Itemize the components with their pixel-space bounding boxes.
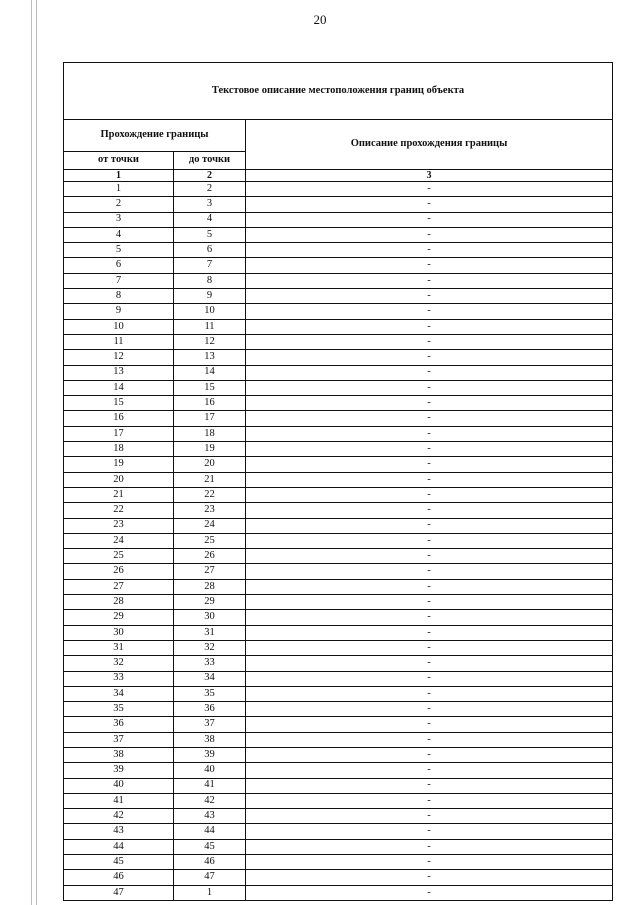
to-point-cell: 43 xyxy=(174,809,246,824)
table-row xyxy=(64,564,613,579)
to-point-cell: 13 xyxy=(174,350,246,365)
description-cell: - xyxy=(246,258,613,273)
from-point-cell: 37 xyxy=(64,732,174,747)
table-row xyxy=(64,595,613,610)
from-point-cell: 2 xyxy=(64,197,174,212)
column-number: 1 xyxy=(64,170,174,182)
from-point-cell: 23 xyxy=(64,518,174,533)
from-point-cell: 45 xyxy=(64,855,174,870)
description-cell: - xyxy=(246,411,613,426)
table-row xyxy=(64,334,613,349)
to-point-cell: 41 xyxy=(174,778,246,793)
description-cell: - xyxy=(246,503,613,518)
to-point-cell: 16 xyxy=(174,396,246,411)
to-point-cell: 37 xyxy=(174,717,246,732)
page-number: 20 xyxy=(313,12,327,27)
table-row xyxy=(64,426,613,441)
to-point-cell: 6 xyxy=(174,243,246,258)
from-point-cell: 11 xyxy=(64,334,174,349)
from-point-cell: 24 xyxy=(64,533,174,548)
to-point-cell: 10 xyxy=(174,304,246,319)
description-cell: - xyxy=(246,472,613,487)
description-cell: - xyxy=(246,763,613,778)
from-point-cell: 40 xyxy=(64,778,174,793)
column-number: 3 xyxy=(246,170,613,182)
from-point-cell: 7 xyxy=(64,273,174,288)
from-point-cell: 20 xyxy=(64,472,174,487)
description-cell: - xyxy=(246,319,613,334)
table-row xyxy=(64,472,613,487)
from-point-cell: 44 xyxy=(64,839,174,854)
table-row xyxy=(64,457,613,472)
from-point-cell: 1 xyxy=(64,182,174,197)
to-point-cell: 3 xyxy=(174,197,246,212)
table-row xyxy=(64,686,613,701)
table-row xyxy=(64,625,613,640)
description-cell: - xyxy=(246,595,613,610)
description-cell: - xyxy=(246,227,613,242)
to-point-header: до точки xyxy=(174,152,246,170)
description-cell: - xyxy=(246,442,613,457)
description-cell: - xyxy=(246,579,613,594)
description-cell: - xyxy=(246,885,613,900)
to-point-cell: 18 xyxy=(174,426,246,441)
to-point-cell: 44 xyxy=(174,824,246,839)
to-point-cell: 17 xyxy=(174,411,246,426)
from-point-cell: 18 xyxy=(64,442,174,457)
boundary-description-table xyxy=(63,62,613,901)
table-row xyxy=(64,885,613,900)
table-row xyxy=(64,579,613,594)
to-point-cell: 27 xyxy=(174,564,246,579)
description-cell: - xyxy=(246,732,613,747)
from-point-header: от точки xyxy=(64,152,174,170)
from-point-cell: 43 xyxy=(64,824,174,839)
scan-edge-line xyxy=(36,0,37,905)
description-cell: - xyxy=(246,747,613,762)
table-row xyxy=(64,702,613,717)
description-header: Описание прохождения границы xyxy=(246,120,613,170)
table-row xyxy=(64,243,613,258)
description-cell: - xyxy=(246,396,613,411)
from-point-cell: 39 xyxy=(64,763,174,778)
table-row xyxy=(64,182,613,197)
to-point-cell: 46 xyxy=(174,855,246,870)
table-row xyxy=(64,396,613,411)
from-point-cell: 25 xyxy=(64,549,174,564)
description-cell: - xyxy=(246,855,613,870)
column-number: 2 xyxy=(174,170,246,182)
from-point-cell: 5 xyxy=(64,243,174,258)
to-point-cell: 21 xyxy=(174,472,246,487)
description-cell: - xyxy=(246,212,613,227)
description-cell: - xyxy=(246,457,613,472)
to-point-cell: 11 xyxy=(174,319,246,334)
description-cell: - xyxy=(246,533,613,548)
description-cell: - xyxy=(246,793,613,808)
description-cell: - xyxy=(246,870,613,885)
to-point-cell: 47 xyxy=(174,870,246,885)
to-point-cell: 15 xyxy=(174,380,246,395)
table-row xyxy=(64,870,613,885)
table-row xyxy=(64,732,613,747)
from-point-cell: 4 xyxy=(64,227,174,242)
description-cell: - xyxy=(246,656,613,671)
description-cell: - xyxy=(246,671,613,686)
from-point-cell: 41 xyxy=(64,793,174,808)
to-point-cell: 34 xyxy=(174,671,246,686)
to-point-cell: 8 xyxy=(174,273,246,288)
description-cell: - xyxy=(246,289,613,304)
to-point-cell: 24 xyxy=(174,518,246,533)
scan-edge-line xyxy=(31,0,32,905)
description-cell: - xyxy=(246,487,613,502)
table-row xyxy=(64,640,613,655)
to-point-cell: 22 xyxy=(174,487,246,502)
to-point-cell: 33 xyxy=(174,656,246,671)
table-row xyxy=(64,304,613,319)
to-point-cell: 23 xyxy=(174,503,246,518)
description-cell: - xyxy=(246,380,613,395)
description-cell: - xyxy=(246,610,613,625)
table-row xyxy=(64,212,613,227)
description-cell: - xyxy=(246,717,613,732)
table-row xyxy=(64,503,613,518)
to-point-cell: 26 xyxy=(174,549,246,564)
description-cell: - xyxy=(246,824,613,839)
description-cell: - xyxy=(246,640,613,655)
from-point-cell: 36 xyxy=(64,717,174,732)
table-row xyxy=(64,518,613,533)
description-cell: - xyxy=(246,365,613,380)
table-body xyxy=(64,182,613,901)
to-point-cell: 36 xyxy=(174,702,246,717)
from-point-cell: 8 xyxy=(64,289,174,304)
table-row xyxy=(64,717,613,732)
description-cell: - xyxy=(246,549,613,564)
table-row xyxy=(64,442,613,457)
from-point-cell: 34 xyxy=(64,686,174,701)
from-point-cell: 22 xyxy=(64,503,174,518)
table-row xyxy=(64,411,613,426)
to-point-cell: 20 xyxy=(174,457,246,472)
from-point-cell: 47 xyxy=(64,885,174,900)
passage-header: Прохождение границы xyxy=(64,120,246,152)
description-cell: - xyxy=(246,625,613,640)
from-point-cell: 16 xyxy=(64,411,174,426)
table-row xyxy=(64,197,613,212)
table-row xyxy=(64,778,613,793)
description-cell: - xyxy=(246,686,613,701)
to-point-cell: 14 xyxy=(174,365,246,380)
to-point-cell: 40 xyxy=(174,763,246,778)
description-cell: - xyxy=(246,518,613,533)
table-row xyxy=(64,549,613,564)
table-row xyxy=(64,839,613,854)
from-point-cell: 27 xyxy=(64,579,174,594)
description-cell: - xyxy=(246,182,613,197)
table-row xyxy=(64,365,613,380)
to-point-cell: 7 xyxy=(174,258,246,273)
to-point-cell: 12 xyxy=(174,334,246,349)
from-point-cell: 42 xyxy=(64,809,174,824)
table-row xyxy=(64,747,613,762)
to-point-cell: 39 xyxy=(174,747,246,762)
from-point-cell: 32 xyxy=(64,656,174,671)
from-point-cell: 3 xyxy=(64,212,174,227)
column-number-row xyxy=(64,170,613,182)
from-point-cell: 17 xyxy=(64,426,174,441)
to-point-cell: 9 xyxy=(174,289,246,304)
table-title: Текстовое описание местоположения границ объекта xyxy=(64,63,613,120)
from-point-cell: 38 xyxy=(64,747,174,762)
to-point-cell: 30 xyxy=(174,610,246,625)
to-point-cell: 5 xyxy=(174,227,246,242)
description-cell: - xyxy=(246,564,613,579)
table-row xyxy=(64,289,613,304)
description-cell: - xyxy=(246,809,613,824)
table-row xyxy=(64,855,613,870)
table-row xyxy=(64,824,613,839)
from-point-cell: 46 xyxy=(64,870,174,885)
table-row xyxy=(64,380,613,395)
from-point-cell: 10 xyxy=(64,319,174,334)
to-point-cell: 2 xyxy=(174,182,246,197)
description-cell: - xyxy=(246,197,613,212)
from-point-cell: 12 xyxy=(64,350,174,365)
to-point-cell: 29 xyxy=(174,595,246,610)
table-row xyxy=(64,671,613,686)
description-cell: - xyxy=(246,304,613,319)
description-cell: - xyxy=(246,426,613,441)
from-point-cell: 21 xyxy=(64,487,174,502)
table-row xyxy=(64,487,613,502)
table-row xyxy=(64,350,613,365)
table-row xyxy=(64,258,613,273)
table-row xyxy=(64,319,613,334)
to-point-cell: 31 xyxy=(174,625,246,640)
from-point-cell: 35 xyxy=(64,702,174,717)
table-row xyxy=(64,656,613,671)
from-point-cell: 26 xyxy=(64,564,174,579)
to-point-cell: 45 xyxy=(174,839,246,854)
to-point-cell: 25 xyxy=(174,533,246,548)
description-cell: - xyxy=(246,243,613,258)
table-row xyxy=(64,793,613,808)
to-point-cell: 32 xyxy=(174,640,246,655)
description-cell: - xyxy=(246,702,613,717)
from-point-cell: 29 xyxy=(64,610,174,625)
from-point-cell: 28 xyxy=(64,595,174,610)
from-point-cell: 33 xyxy=(64,671,174,686)
from-point-cell: 13 xyxy=(64,365,174,380)
from-point-cell: 30 xyxy=(64,625,174,640)
description-cell: - xyxy=(246,273,613,288)
description-cell: - xyxy=(246,350,613,365)
to-point-cell: 28 xyxy=(174,579,246,594)
description-cell: - xyxy=(246,334,613,349)
from-point-cell: 9 xyxy=(64,304,174,319)
to-point-cell: 38 xyxy=(174,732,246,747)
to-point-cell: 4 xyxy=(174,212,246,227)
to-point-cell: 35 xyxy=(174,686,246,701)
to-point-cell: 1 xyxy=(174,885,246,900)
from-point-cell: 15 xyxy=(64,396,174,411)
table-row xyxy=(64,610,613,625)
table-row xyxy=(64,763,613,778)
description-cell: - xyxy=(246,778,613,793)
table-row xyxy=(64,273,613,288)
table-row xyxy=(64,533,613,548)
description-cell: - xyxy=(246,839,613,854)
from-point-cell: 6 xyxy=(64,258,174,273)
from-point-cell: 19 xyxy=(64,457,174,472)
to-point-cell: 19 xyxy=(174,442,246,457)
to-point-cell: 42 xyxy=(174,793,246,808)
from-point-cell: 14 xyxy=(64,380,174,395)
table-row xyxy=(64,227,613,242)
table-row xyxy=(64,809,613,824)
from-point-cell: 31 xyxy=(64,640,174,655)
